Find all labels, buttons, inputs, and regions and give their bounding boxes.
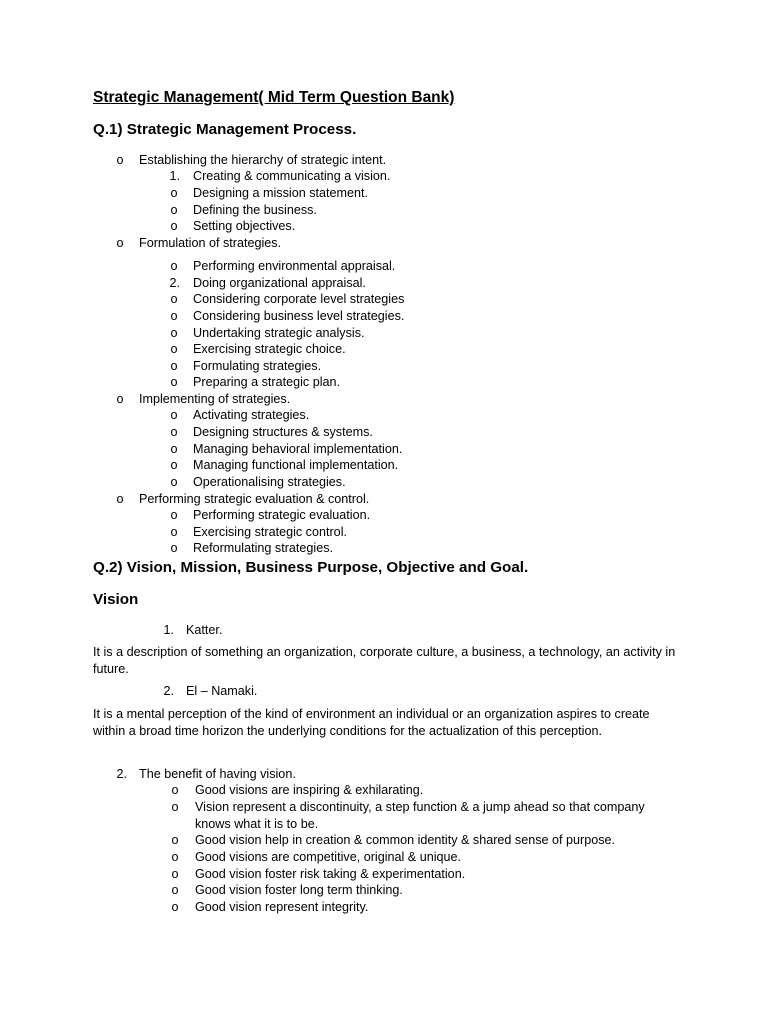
- list-marker: 1.: [163, 623, 174, 637]
- list-item: The benefit of having vision.: [139, 767, 296, 781]
- list-item: Reformulating strategies.: [193, 541, 333, 555]
- bullet-marker: o: [116, 236, 124, 250]
- list-marker: 1.: [169, 169, 180, 183]
- list-marker: o: [170, 292, 178, 306]
- list-item: Good visions are inspiring & exhilarating.: [195, 783, 424, 797]
- list-marker: o: [170, 186, 178, 200]
- list-item: Operationalising strategies.: [193, 475, 346, 489]
- list-item: Setting objectives.: [193, 219, 296, 233]
- document-title: Strategic Management( Mid Term Question Bank): [93, 89, 455, 106]
- bullet-marker: o: [116, 492, 124, 506]
- list-marker: o: [170, 541, 178, 555]
- q2-heading: Q.2) Vision, Mission, Business Purpose, Objective and Goal.: [93, 559, 529, 576]
- list-item: Exercising strategic control.: [193, 525, 347, 539]
- list-item: Considering corporate level strategies: [193, 292, 405, 306]
- list-item: Doing organizational appraisal.: [193, 276, 366, 290]
- definition-author: El – Namaki.: [186, 684, 258, 698]
- bullet-marker: o: [116, 392, 124, 406]
- list-marker: o: [170, 203, 178, 217]
- list-item: Good vision foster long term thinking.: [195, 883, 403, 897]
- list-marker: o: [170, 342, 178, 356]
- bullet-marker: o: [171, 867, 179, 881]
- list-marker: o: [170, 309, 178, 323]
- list-item: Managing functional implementation.: [193, 458, 399, 472]
- list-marker: o: [170, 219, 178, 233]
- definition-text: It is a mental perception of the kind of environment an individual or an organization aspires to create within a broad time horizon the underlying conditions for the actualization of this perception.: [93, 707, 650, 738]
- definition-author: Katter.: [186, 623, 223, 637]
- bullet-marker: o: [171, 850, 179, 864]
- bullet-marker: o: [171, 833, 179, 847]
- list-marker: o: [170, 326, 178, 340]
- list-marker: o: [170, 359, 178, 373]
- list-item: Establishing the hierarchy of strategic intent.: [139, 153, 387, 167]
- q1-heading: Q.1) Strategic Management Process.: [93, 121, 357, 138]
- list-marker: o: [170, 375, 178, 389]
- list-item: Good visions are competitive, original & unique.: [195, 850, 462, 864]
- list-item: Good vision help in creation & common identity & shared sense of purpose.: [195, 833, 616, 847]
- list-item: Good vision represent integrity.: [195, 900, 369, 914]
- list-item: Formulation of strategies.: [139, 236, 282, 250]
- list-item: Performing strategic evaluation.: [193, 508, 371, 522]
- list-marker: 2.: [169, 276, 180, 290]
- vision-subheading: Vision: [93, 591, 139, 608]
- list-item: Good vision foster risk taking & experimentation.: [195, 867, 466, 881]
- list-item: Exercising strategic choice.: [193, 342, 346, 356]
- list-marker: 2.: [163, 684, 174, 698]
- list-item: Vision represent a discontinuity, a step function & a jump ahead so that company knows what it is to be.: [195, 800, 645, 831]
- list-marker: o: [170, 408, 178, 422]
- list-item: Performing strategic evaluation & control.: [139, 492, 370, 506]
- list-item: Designing structures & systems.: [193, 425, 373, 439]
- bullet-marker: o: [171, 900, 179, 914]
- list-item: Creating & communicating a vision.: [193, 169, 391, 183]
- list-marker: o: [170, 508, 178, 522]
- bullet-marker: o: [171, 883, 179, 897]
- list-item: Managing behavioral implementation.: [193, 442, 403, 456]
- list-item: Preparing a strategic plan.: [193, 375, 341, 389]
- definition-text: It is a description of something an organization, corporate culture, a business, a technology, an activity in future.: [93, 645, 676, 676]
- list-item: Defining the business.: [193, 203, 317, 217]
- list-item: Formulating strategies.: [193, 359, 322, 373]
- bullet-marker: o: [116, 153, 124, 167]
- list-marker: o: [170, 442, 178, 456]
- list-marker: o: [170, 259, 178, 273]
- list-marker: o: [170, 458, 178, 472]
- list-item: Considering business level strategies.: [193, 309, 405, 323]
- list-item: Implementing of strategies.: [139, 392, 291, 406]
- list-item: Activating strategies.: [193, 408, 310, 422]
- list-marker: o: [170, 425, 178, 439]
- list-item: Undertaking strategic analysis.: [193, 326, 365, 340]
- list-item: Designing a mission statement.: [193, 186, 368, 200]
- list-item: Performing environmental appraisal.: [193, 259, 396, 273]
- list-marker: 2.: [116, 767, 127, 781]
- bullet-marker: o: [171, 800, 179, 814]
- list-marker: o: [170, 475, 178, 489]
- bullet-marker: o: [171, 783, 179, 797]
- list-marker: o: [170, 525, 178, 539]
